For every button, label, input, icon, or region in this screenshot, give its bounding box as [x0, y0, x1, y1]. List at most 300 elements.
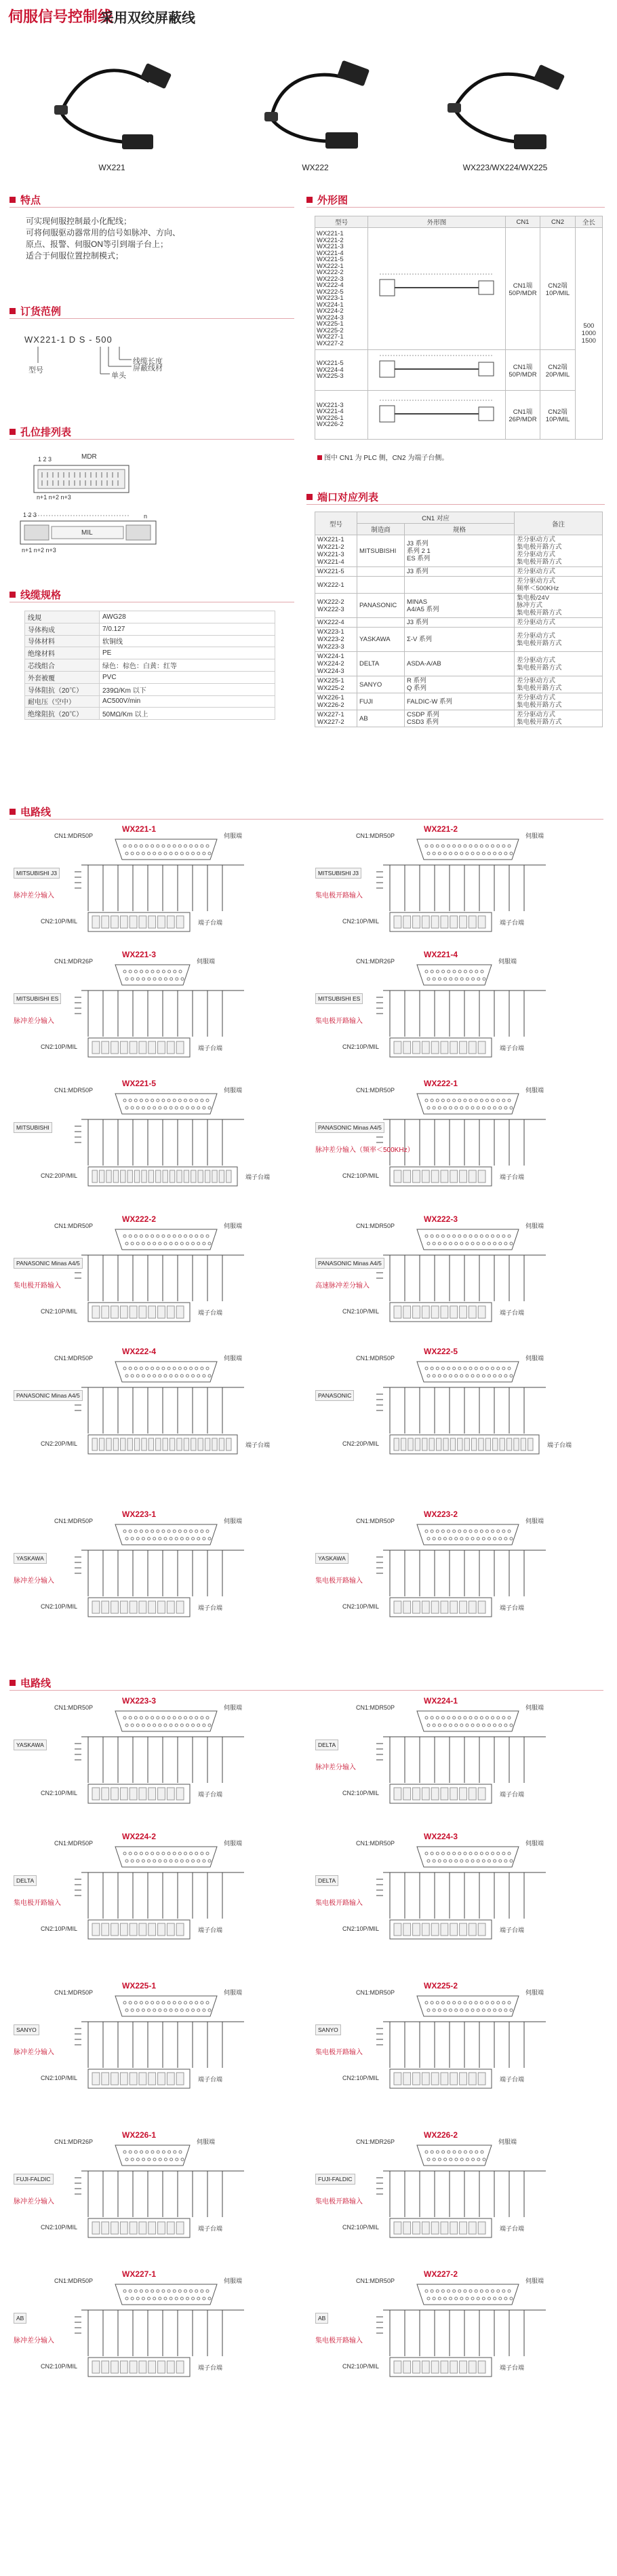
wiring-schematic	[315, 824, 600, 950]
cn2-label: CN2:20P/MIL	[41, 1440, 78, 1447]
servo-side-label: 伺服端	[224, 832, 243, 839]
note-marker-icon	[317, 455, 322, 460]
product-wx221	[27, 41, 197, 176]
wiring-title: WX224-3	[424, 1832, 458, 1841]
servo-brand-label: YASKAWA	[14, 1553, 47, 1564]
terminal-side-label: 端子台端	[198, 1309, 223, 1316]
spec-row	[25, 659, 275, 672]
port-series: MINAS A4/A5 系列	[405, 594, 515, 618]
wiring-diagram	[14, 1347, 298, 1472]
servo-brand-label: MITSUBISHI ES	[14, 993, 61, 1004]
cn1-label: CN1:MDR50P	[356, 1704, 395, 1711]
servo-side-label: 伺服端	[224, 1223, 243, 1229]
spec-key: 导体材料	[25, 635, 100, 647]
wiring-diagram	[14, 1832, 298, 1957]
dim-model-code: WX221-5	[317, 360, 344, 368]
dim-model-code: WX221-3	[317, 401, 344, 409]
wiring-title: WX221-2	[424, 824, 458, 834]
dim-model-code: WX226-1	[317, 414, 344, 422]
cn2-label: CN2:10P/MIL	[342, 1043, 380, 1050]
feature-line: 原点、报警、伺服ON等引到端子台上；	[26, 239, 169, 249]
dimension-note-text: 图中 CN1 为 PLC 侧，CN2 为端子台侧。	[324, 455, 449, 462]
spec-value: AC500V/min	[100, 695, 275, 708]
wiring-schematic	[315, 1079, 600, 1204]
port-row	[315, 710, 603, 727]
dim-model-code: WX222-1	[317, 262, 344, 270]
wiring-diagram	[14, 1696, 298, 1822]
wiring-diagram	[14, 1510, 298, 1635]
product-wx222	[231, 41, 400, 176]
cn1-label: CN1:MDR50P	[356, 1087, 395, 1094]
cn2-label: CN2:10P/MIL	[342, 2224, 380, 2231]
cn1-label: CN1:MDR50P	[54, 1840, 94, 1847]
wiring-title: WX222-1	[424, 1079, 458, 1088]
signal-mode-label: 集电极开路输入	[315, 2049, 363, 2056]
port-model: WX222-1	[315, 577, 357, 594]
wiring-schematic	[14, 2269, 298, 2395]
dimension-note	[317, 452, 448, 462]
dim-model-code: WX224-3	[317, 313, 344, 322]
wiring-diagram	[315, 1981, 600, 2107]
divider	[9, 318, 294, 319]
spec-value: 绿色：棕色：白黄：红等	[100, 659, 275, 672]
mil-label: MIL	[81, 529, 93, 537]
port-row	[315, 594, 603, 618]
spec-row	[25, 611, 275, 623]
port-remark: 集电极/24V 脉冲方式 集电极开路方式	[515, 594, 603, 618]
servo-side-label: 伺服端	[525, 1704, 544, 1711]
servo-brand-label: AB	[14, 2313, 26, 2324]
page-title: 伺服信号控制线	[8, 9, 113, 26]
servo-side-label: 伺服端	[224, 2277, 243, 2284]
cn1-label: CN1:MDR26P	[54, 958, 94, 965]
wiring-diagram	[315, 1696, 600, 1822]
wiring-diagram	[14, 950, 298, 1075]
cn1-label: CN1:MDR50P	[54, 1704, 94, 1711]
servo-brand-label: SANYO	[315, 2024, 341, 2035]
wiring-diagram	[14, 824, 298, 950]
wiring-diagram	[14, 2130, 298, 2256]
cn2-label: CN2:10P/MIL	[41, 2363, 78, 2370]
signal-mode-label: 脉冲差分输入	[14, 892, 54, 900]
dim-header: CN1	[505, 216, 540, 228]
servo-brand-label: FUJI-FALDIC	[14, 2174, 54, 2185]
port-header: 备注	[515, 512, 603, 535]
product-gallery	[0, 41, 617, 176]
wiring-title: WX225-1	[122, 1981, 157, 1991]
wiring-diagram	[14, 1981, 298, 2107]
wiring-title: WX226-2	[424, 2130, 458, 2140]
terminal-side-label: 端子台端	[500, 1604, 525, 1611]
port-row	[315, 577, 603, 594]
signal-mode-label: 集电极开路输入	[315, 1577, 363, 1585]
dim-cn2: CN2端 10P/MIL	[540, 391, 575, 440]
cn2-label: CN2:10P/MIL	[41, 1603, 78, 1610]
port-maker	[357, 577, 405, 594]
dim-header: 型号	[315, 216, 368, 228]
port-model: WX225-1 WX225-2	[315, 676, 357, 693]
wiring-schematic	[315, 2130, 600, 2256]
port-maker: YASKAWA	[357, 628, 405, 652]
wiring-title: WX223-1	[122, 1510, 157, 1519]
servo-side-label: 伺服端	[525, 1518, 544, 1524]
page-header	[0, 0, 617, 30]
order-code: WX221-1 D S - 500	[24, 334, 113, 345]
servo-side-label: 伺服端	[224, 1087, 243, 1094]
wiring-diagram	[315, 1832, 600, 1957]
wiring-schematic	[315, 950, 600, 1075]
wiring-title: WX222-3	[424, 1214, 458, 1224]
signal-mode-label: 集电极开路输入	[315, 892, 363, 900]
terminal-side-label: 端子台端	[500, 2076, 525, 2083]
product-caption: WX223/WX224/WX225	[462, 163, 548, 172]
cn2-label: CN2:10P/MIL	[342, 1925, 380, 1932]
cable-image	[237, 41, 393, 156]
servo-brand-label: SANYO	[14, 2024, 39, 2035]
wiring-title: WX225-2	[424, 1981, 458, 1991]
servo-brand-label: PANASONIC Minas A4/5	[14, 1390, 83, 1401]
spec-key: 外套被覆	[25, 671, 100, 683]
spec-key: 线規	[25, 611, 100, 623]
port-remark: 差分驱动方式 集电极开路方式 差分驱动方式 集电极开路方式	[515, 535, 603, 567]
servo-brand-label: DELTA	[315, 1875, 338, 1886]
wiring-diagram	[315, 2269, 600, 2395]
order-label-model: 型号	[28, 366, 43, 374]
signal-mode-label: 集电极开路输入	[315, 2337, 363, 2345]
cn1-label: CN1:MDR26P	[356, 2138, 395, 2145]
port-series: FALDIC-W 系列	[405, 693, 515, 710]
cn1-label: CN1:MDR50P	[356, 1223, 395, 1229]
servo-side-label: 伺服端	[525, 1989, 544, 1996]
wiring-schematic	[14, 1981, 298, 2107]
servo-side-label: 伺服端	[197, 958, 216, 965]
divider	[9, 207, 294, 208]
wiring-diagram	[315, 2130, 600, 2256]
dim-cn1: CN1端 50P/MDR	[505, 350, 540, 391]
order-label-length: 线缆长度	[133, 358, 163, 366]
port-remark: 差分驱动方式 频率＜500KHz	[515, 577, 603, 594]
wiring-diagram	[315, 1510, 600, 1635]
wiring-diagram	[315, 824, 600, 950]
order-label-single: 单头	[111, 372, 126, 380]
feature-line: 可将伺服驱动器常用的信号如脉冲、方向、	[26, 228, 181, 237]
servo-side-label: 伺服端	[224, 1355, 243, 1362]
servo-brand-label: MITSUBISHI ES	[315, 993, 363, 1004]
dim-drawing	[368, 350, 505, 391]
section-title-dimensions: 外形图	[306, 193, 348, 207]
servo-brand-label: MITSUBISHI J3	[315, 868, 361, 879]
order-example	[24, 329, 282, 397]
section-title-features: 特点	[9, 193, 41, 207]
servo-side-label: 伺服端	[224, 1704, 243, 1711]
servo-side-label: 伺服端	[525, 1087, 544, 1094]
terminal-side-label: 端子台端	[500, 1309, 525, 1316]
wiring-schematic	[14, 1214, 298, 1340]
dim-model-code: WX221-1	[317, 230, 344, 237]
port-row	[315, 628, 603, 652]
port-maker: DELTA	[357, 652, 405, 676]
dim-model-code: WX222-4	[317, 282, 344, 289]
section-title-wiring-2: 电路线	[9, 1676, 51, 1690]
port-series	[405, 577, 515, 594]
wiring-title: WX222-2	[122, 1214, 157, 1224]
cn1-label: CN1:MDR50P	[356, 1989, 395, 1996]
dim-model-code: WX222-3	[317, 275, 344, 283]
dim-model-code: WX225-2	[317, 326, 344, 334]
servo-side-label: 伺服端	[498, 958, 517, 965]
section-title-pinout: 孔位排列表	[9, 425, 71, 439]
wiring-schematic	[315, 2269, 600, 2395]
port-maker	[357, 618, 405, 628]
port-row	[315, 693, 603, 710]
port-remark: 差分驱动方式 集电极开路方式	[515, 628, 603, 652]
spec-key: 芯线组合	[25, 659, 100, 672]
wiring-schematic	[315, 1347, 600, 1472]
spec-row	[25, 695, 275, 708]
cn1-label: CN1:MDR50P	[356, 832, 395, 839]
dimension-table	[315, 216, 603, 440]
servo-side-label: 伺服端	[525, 1355, 544, 1362]
port-remark: 差分驱动方式	[515, 567, 603, 577]
wiring-title: WX221-1	[122, 824, 157, 834]
dim-header: 外形图	[368, 216, 505, 228]
servo-side-label: 伺服端	[224, 1989, 243, 1996]
wiring-schematic	[315, 1696, 600, 1822]
servo-brand-label: PANASONIC	[315, 1390, 354, 1401]
port-remark: 差分驱动方式 集电极开路方式	[515, 710, 603, 727]
terminal-side-label: 端子台端	[198, 2225, 223, 2232]
cable-outline-drawing	[377, 351, 496, 387]
spec-value: 239Ω/Km 以下	[100, 683, 275, 695]
page-subtitle: 采用双绞屏蔽线	[100, 9, 195, 26]
section-title-wiring-1: 电路线	[9, 805, 51, 819]
order-label-shield: 屏蔽线材	[133, 364, 163, 372]
port-series: J3 系列	[405, 618, 515, 628]
servo-side-label: 伺服端	[525, 832, 544, 839]
wiring-title: WX227-1	[122, 2269, 157, 2279]
dim-row	[315, 391, 603, 440]
cn2-label: CN2:10P/MIL	[342, 2075, 380, 2081]
divider	[306, 504, 605, 505]
port-row	[315, 567, 603, 577]
dim-model-code: WX221-4	[317, 249, 344, 257]
wiring-diagram	[14, 1079, 298, 1204]
port-model: WX224-1 WX224-2 WX224-3	[315, 652, 357, 676]
port-subheader: 规格	[405, 524, 515, 535]
cn1-label: CN1:MDR50P	[356, 2277, 395, 2284]
terminal-side-label: 端子台端	[547, 1442, 572, 1448]
dim-model-code: WX224-4	[317, 366, 344, 374]
wiring-diagram	[315, 1347, 600, 1472]
dim-drawing	[368, 228, 505, 350]
port-series: J3 系列	[405, 567, 515, 577]
dim-cn2: CN2端 10P/MIL	[540, 228, 575, 350]
spec-table	[24, 611, 275, 720]
mdr-pin-bottom: n+1 n+2 n+3	[37, 494, 71, 501]
cn1-label: CN1:MDR50P	[54, 2277, 94, 2284]
wiring-schematic	[315, 1981, 600, 2107]
cn2-label: CN2:10P/MIL	[342, 1790, 380, 1796]
servo-brand-label: MITSUBISHI	[14, 1122, 52, 1133]
port-series: J3 系列 系列 2 1 ES 系列	[405, 535, 515, 567]
port-row	[315, 676, 603, 693]
servo-brand-label: AB	[315, 2313, 328, 2324]
cable-outline-drawing	[377, 229, 496, 346]
divider	[9, 819, 603, 820]
spec-row	[25, 635, 275, 647]
terminal-side-label: 端子台端	[245, 1174, 271, 1180]
wiring-title: WX227-2	[424, 2269, 458, 2279]
mdr-pin-top: 1 2 3	[38, 456, 52, 463]
terminal-side-label: 端子台端	[198, 1045, 223, 1052]
dim-model-code: WX224-1	[317, 301, 344, 309]
spec-value: 软铜线	[100, 635, 275, 647]
dim-model-code: WX227-2	[317, 339, 344, 347]
dim-header: CN2	[540, 216, 575, 228]
cn1-label: CN1:MDR50P	[356, 1518, 395, 1524]
cn2-label: CN2:10P/MIL	[342, 1603, 380, 1610]
port-row	[315, 652, 603, 676]
port-series: CSDP 系列 CSD3 系列	[405, 710, 515, 727]
cn2-label: CN2:10P/MIL	[342, 1308, 380, 1315]
cable-image	[427, 41, 583, 156]
wiring-schematic	[14, 824, 298, 950]
spec-value: AWG28	[100, 611, 275, 623]
wiring-schematic	[315, 1510, 600, 1635]
port-maker	[357, 567, 405, 577]
cn1-label: CN1:MDR50P	[356, 1355, 395, 1362]
signal-mode-label: 脉冲差分输入	[14, 1018, 54, 1025]
port-maker: FUJI	[357, 693, 405, 710]
signal-mode-label: 脉冲差分输入	[14, 2198, 54, 2206]
wiring-schematic	[14, 1510, 298, 1635]
dim-models	[315, 228, 368, 350]
divider	[9, 439, 294, 440]
cn2-label: CN2:10P/MIL	[342, 1172, 380, 1179]
signal-mode-label: 脉冲差分输入	[14, 1577, 54, 1585]
dim-model-code: WX226-2	[317, 421, 344, 428]
signal-mode-label: 集电极开路输入	[14, 1282, 61, 1290]
terminal-side-label: 端子台端	[245, 1442, 271, 1448]
dim-model-code: WX225-3	[317, 372, 344, 381]
cable-image	[34, 41, 190, 156]
section-title-port-table: 端口对应列表	[306, 490, 378, 504]
servo-side-label: 伺服端	[525, 1223, 544, 1229]
cn1-label: CN1:MDR50P	[356, 1840, 395, 1847]
cn1-label: CN1:MDR50P	[54, 1355, 94, 1362]
product-caption: WX221	[98, 163, 125, 172]
dim-drawing	[368, 391, 505, 440]
terminal-side-label: 端子台端	[500, 1927, 525, 1934]
cn1-label: CN1:MDR50P	[54, 1087, 94, 1094]
cn1-label: CN1:MDR50P	[54, 1989, 94, 1996]
dim-row	[315, 228, 603, 350]
dim-models	[315, 391, 368, 440]
mil-pin-top: 1 2 3	[23, 512, 37, 518]
servo-side-label: 伺服端	[525, 2277, 544, 2284]
wiring-schematic	[315, 1214, 600, 1340]
dim-model-code: WX222-2	[317, 269, 344, 276]
spec-key: 耐电压（空中）	[25, 695, 100, 708]
servo-brand-label: FUJI-FALDIC	[315, 2174, 355, 2185]
spec-value: 50MΩ/Km 以上	[100, 708, 275, 720]
wiring-title: WX226-1	[122, 2130, 157, 2140]
dim-model-code: WX221-3	[317, 243, 344, 250]
dim-model-code: WX223-1	[317, 294, 344, 302]
wiring-diagram	[315, 950, 600, 1075]
spec-row	[25, 647, 275, 659]
cn2-label: CN2:10P/MIL	[41, 918, 78, 925]
wiring-title: WX223-3	[122, 1696, 157, 1706]
spec-row	[25, 623, 275, 635]
cn2-label: CN2:10P/MIL	[342, 918, 380, 925]
cn1-label: CN1:MDR50P	[54, 1518, 94, 1524]
cn2-label: CN2:10P/MIL	[41, 1043, 78, 1050]
signal-mode-label: 集电极开路输入	[14, 1900, 61, 1907]
mil-n-label: n	[144, 513, 148, 520]
wiring-diagram	[315, 1214, 600, 1340]
servo-brand-label: MITSUBISHI J3	[14, 868, 60, 879]
terminal-side-label: 端子台端	[500, 2364, 525, 2371]
servo-side-label: 伺服端	[525, 1840, 544, 1847]
dim-header: 全长	[575, 216, 602, 228]
dim-length	[575, 228, 602, 440]
servo-brand-label: PANASONIC Minas A4/5	[315, 1122, 384, 1133]
signal-mode-label: 脉冲差分输入	[315, 1764, 356, 1771]
section-title-spec: 线缆规格	[9, 588, 61, 602]
dim-length-value: 500	[583, 322, 595, 330]
servo-brand-label: DELTA	[14, 1875, 37, 1886]
port-remark: 差分驱动方式 集电极开路方式	[515, 676, 603, 693]
port-remark: 差分驱动方式	[515, 618, 603, 628]
port-remark: 差分驱动方式 集电极开路方式	[515, 693, 603, 710]
cn1-label: CN1:MDR50P	[54, 832, 94, 839]
product-wx223	[420, 41, 590, 176]
dim-model-code: WX221-2	[317, 236, 344, 244]
servo-brand-label: DELTA	[315, 1739, 338, 1750]
wiring-title: WX222-5	[424, 1347, 458, 1356]
port-series: Σ-V 系列	[405, 628, 515, 652]
servo-brand-label: PANASONIC Minas A4/5	[14, 1258, 83, 1269]
wiring-schematic	[14, 1832, 298, 1957]
cn1-label: CN1:MDR26P	[54, 2138, 94, 2145]
cn2-label: CN2:10P/MIL	[41, 1925, 78, 1932]
servo-side-label: 伺服端	[224, 1518, 243, 1524]
terminal-side-label: 端子台端	[198, 1791, 223, 1798]
port-maker: SANYO	[357, 676, 405, 693]
cn2-label: CN2:10P/MIL	[41, 2224, 78, 2231]
port-subheader: 制造商	[357, 524, 405, 535]
spec-value: PVC	[100, 671, 275, 683]
dim-model-code: WX222-5	[317, 288, 344, 296]
dim-model-code: WX221-4	[317, 408, 344, 415]
port-row	[315, 535, 603, 567]
terminal-side-label: 端子台端	[198, 1927, 223, 1934]
wiring-title: WX221-3	[122, 950, 157, 959]
port-model: WX222-4	[315, 618, 357, 628]
signal-mode-label: 集电极开路输入	[315, 2198, 363, 2206]
terminal-side-label: 端子台端	[500, 919, 525, 926]
signal-mode-label: 脉冲差分输入（频率＜500KHz）	[315, 1147, 414, 1154]
spec-key: 绝缘阻抗（20℃）	[25, 708, 100, 720]
divider	[306, 207, 605, 208]
pinout-drawing	[14, 448, 285, 563]
mil-pin-bottom: n+1 n+2 n+3	[22, 547, 56, 554]
wiring-title: WX221-5	[122, 1079, 157, 1088]
cn2-label: CN2:20P/MIL	[41, 1172, 78, 1179]
pinout-diagram	[14, 448, 285, 563]
divider	[9, 1690, 603, 1691]
